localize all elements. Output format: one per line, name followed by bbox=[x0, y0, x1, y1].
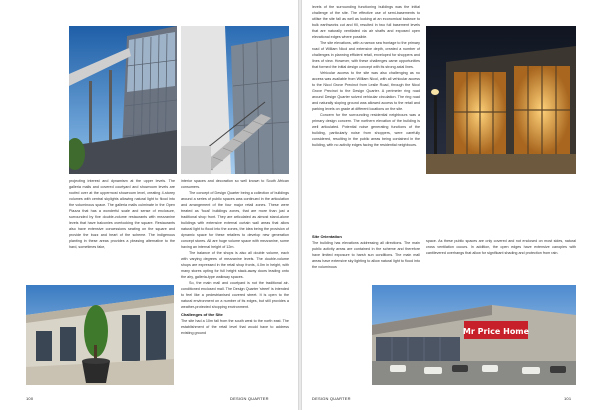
right-page bbox=[302, 0, 600, 410]
left-text-column-2 bbox=[181, 178, 289, 392]
body-text: The concept of Design Quarter being a collection of buildings around a series of public spaces was continued in the articulation and arrangement of the four major retail zones. These were treated as 'focal' buildings zones, that are more than just a traditional shop front. They are articulated as almost stand-alone buildings with extensive external curtain wall areas that allow natural light to flood into the zones, the idea being the provision of dynamic space for these retailers to develop new generation concept stores. All are huge volume space with mezzanine, some having an internal height of 12m. bbox=[181, 191, 289, 249]
staircase-photo-icon bbox=[181, 26, 289, 174]
section-heading: Site Orientation bbox=[312, 234, 342, 239]
body-text: The building has elevations addressing all directions. The main public activity areas are contained in the scheme and therefore have limited exposure to harsh sun conditions. The main mall areas have extensive sky lighting to allow natural light to flood into the voluminous bbox=[312, 241, 420, 269]
page-number: 100 bbox=[26, 396, 34, 401]
body-text: Concern for the surrounding residential neighbours was a primary design concern. The northern elevation of the building is well articulated. Potential noise generating functions of the building, particularly noise from shoppers, were carefully considered, resulting in the public areas being contained in the building, with no activity edges facing the residential neighbours. bbox=[312, 113, 420, 147]
building-photo-icon bbox=[69, 26, 177, 174]
right-text-column-1 bbox=[312, 4, 420, 230]
body-text: space. As these public spaces are only covered and not enclosed on most sides, natural cross ventilation occurs. In addition, the open edges have extensive canopies with cantilevered overhangs that allow for significant shading and protection from rain. bbox=[426, 239, 576, 255]
body-text: interior spaces and decoration so well known to South African consumers. bbox=[181, 179, 289, 189]
body-text: The site elevations, with a narrow sea frontage to the primary road of William Nicol and extensive depth, created a number of challenges in planning efficient retail, enveloped for shoppers and lines of view. However, with these challenges came opportunities that formed the initial design concept with its strong axial lines. bbox=[312, 41, 420, 69]
body-text: The balance of the shops is also all double volume, each with varying degrees of mezzanine levels. The double-volume shops are expressed in the retail shop fronts, 4.0m in height, with many stores opting for full height stack-away doors leading onto the airy, galleria-type walkway spaces. bbox=[181, 251, 289, 279]
left-page bbox=[0, 0, 298, 410]
body-text: The site had a 10m fall from the south west to the north east. The establishment of the retail level that would have to address existing ground bbox=[181, 319, 289, 335]
store-sign: Mr Price Home bbox=[462, 327, 530, 336]
orientation-column-2 bbox=[426, 238, 576, 288]
body-text: Vehicular access to the site was also challenging as no access was available from William Nicol, with all vehicular access to the Nicol Grove Precinct from Leslie Road, through the Nicol Grove Precinct to the Design Quarter. A perimeter ring road around Design Quarter solved vehicular circulation. The ring road and naturally sloping ground was allowed access to the retail and parking levels on grade at different locations on the site. bbox=[312, 71, 420, 111]
night-facade-photo-icon bbox=[426, 26, 576, 174]
body-text: So, the main mall and courtyard is not the traditional air-conditioned enclosed mall. The Design Quarter 'street' is intended to feel like a pedestrianised covered street. It is open to the natural environment on a number of its edges, but still provides a weather-protected shopping environment. bbox=[181, 281, 289, 309]
page-number: 101 bbox=[564, 396, 572, 401]
body-text: projecting interest and dynamism at the upper levels. The galleria malls and covered courtyard and showroom levels are roofed over at the uppermost showroom level, creating 4-storey volumes with central skylights allowing natural light to flood into the voluminous space. The galleria malls culminate in the Open Piazza that has a wonderful scale and sense of enclosure, surrounded by five double-volume restaurants with mezzanine levels that have balconies overlooking the square. Restaurants also have extensive concessions seating on the square and provide the buzz and heart of the scheme. The indigenous planting in these areas provides a pleasing alternative to the hard, sometimes fake, bbox=[69, 179, 175, 249]
running-footer: DESIGN QUARTER bbox=[312, 396, 351, 401]
planter-photo-icon bbox=[26, 285, 174, 385]
section-heading: Challenges of the Site bbox=[181, 312, 223, 317]
running-footer: DESIGN QUARTER bbox=[230, 396, 269, 401]
left-text-column-1 bbox=[69, 178, 175, 288]
body-text: levels of the surrounding functioning buildings was the initial challenge of the site. The effective use of semi-basements to utilise the site fall as well as looking at an economical balance to bulk earthworks cut and fill, resulted in two full basement levels that are naturally ventilated via air shafts and exposed open elevational edges where possible. bbox=[312, 5, 420, 39]
storefront-photo-icon bbox=[372, 285, 576, 385]
